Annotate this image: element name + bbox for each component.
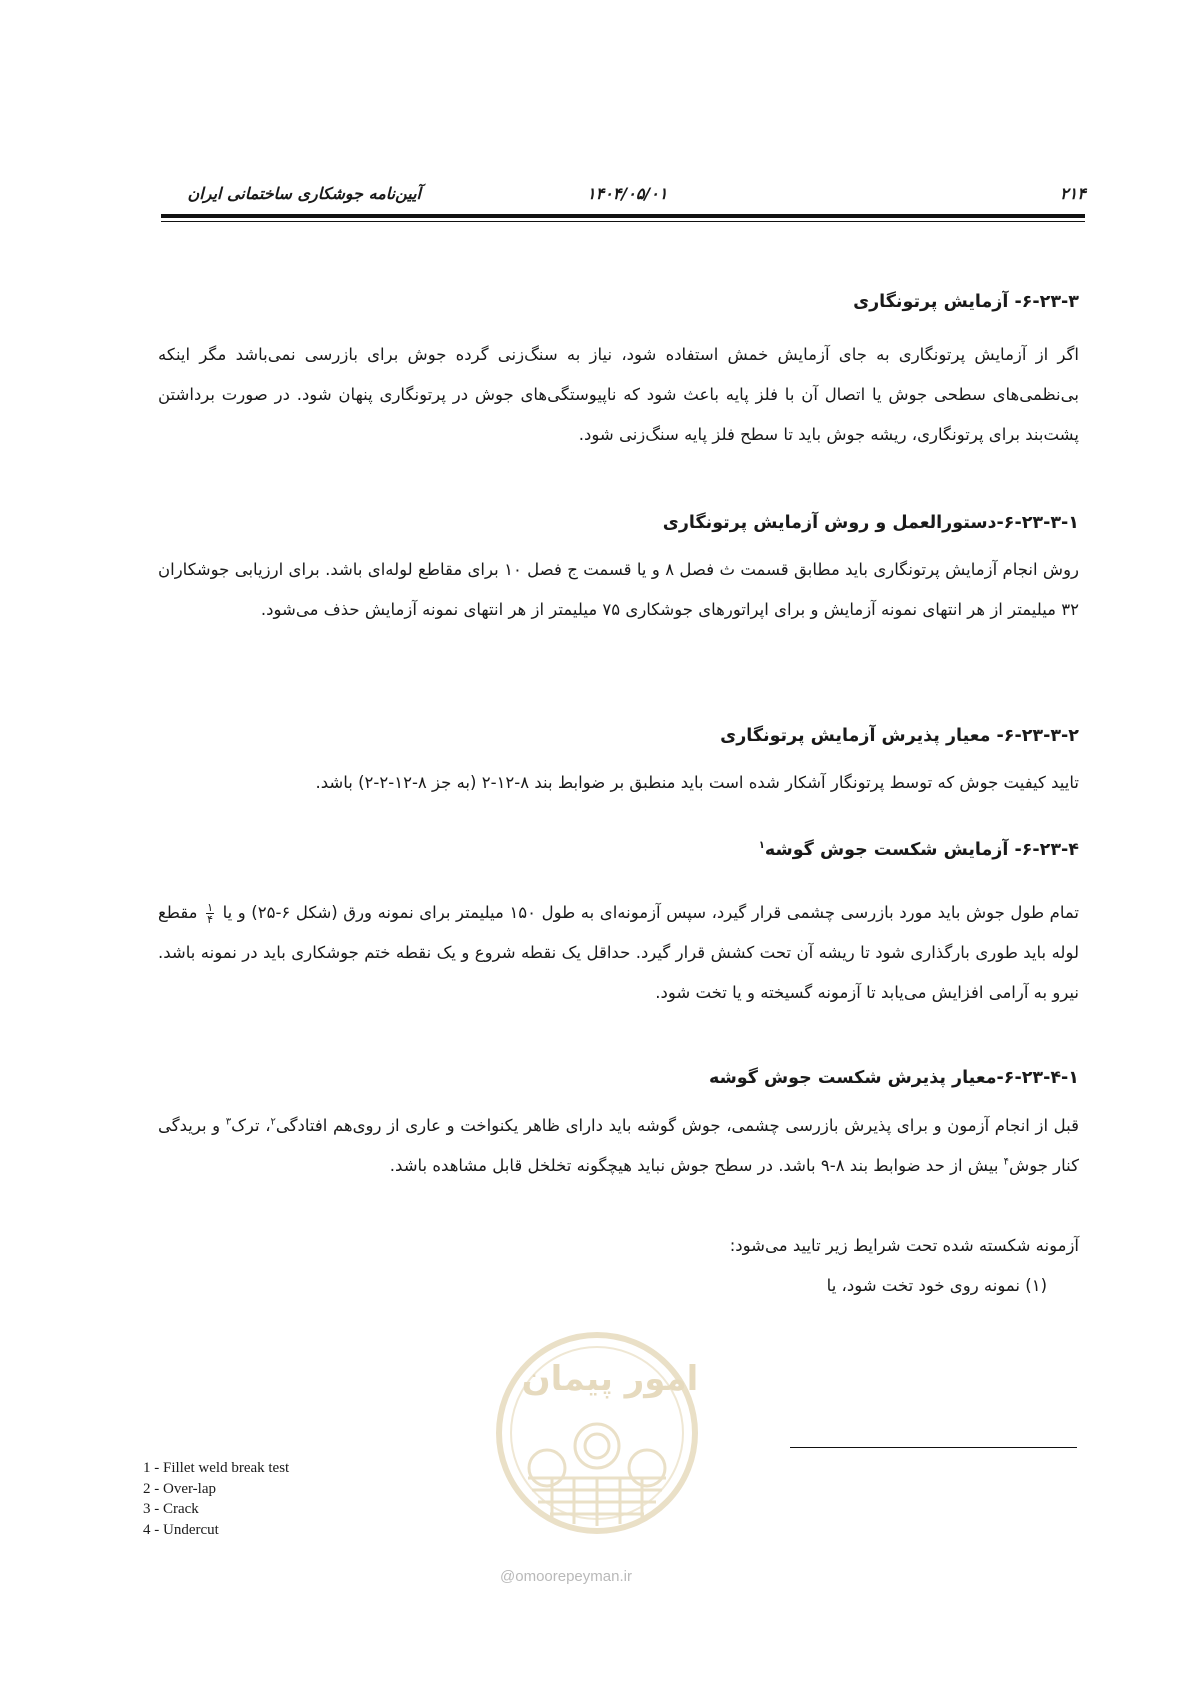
section-heading <box>158 835 1079 865</box>
running-header-date: ۱۴۰۴/۰۵/۰۱ <box>587 184 668 203</box>
header-rule-thin <box>161 221 1085 222</box>
paragraph-text: قبل از انجام آزمون و برای پذیرش بازرسی چشمی، جوش گوشه باید دارای ظاهر یکنواخت و عاری از روی‌هم افتادگی <box>275 1116 1079 1135</box>
running-header-title: آیین‌نامه جوشکاری ساختمانی ایران <box>187 184 421 203</box>
paragraph-text: و بریدگی کنار جوش <box>158 1116 1079 1175</box>
page-number: ۲۱۴ <box>1060 184 1086 203</box>
paragraph-text: تمام طول جوش باید مورد بازرسی چشمی قرار گیرد، سپس آزمونه‌ای به طول ۱۵۰ میلیمتر برای نمونه ورق (شکل ۶-۲۵) و یا <box>222 903 1080 922</box>
paragraph: آزمونه شکسته شده تحت شرایط زیر تایید می‌شود: <box>729 1236 1079 1255</box>
header-rule-thick <box>161 214 1085 218</box>
footnote: 4 - Undercut <box>143 1521 219 1538</box>
section-heading: ۶-۲۳-۳-۲- معیار پذیرش آزمایش پرتونگاری <box>720 726 1079 746</box>
footnote: 2 - Over-lap <box>143 1480 217 1497</box>
footnote: 1 - Fillet weld break test <box>143 1460 290 1476</box>
watermark-url: @omoorepeyman.ir <box>500 1568 632 1585</box>
paragraph: اگر از آزمایش پرتونگاری به جای آزمایش خمش استفاده شود، نیاز به سنگ‌زنی گرده جوش برای بازرسی نمی‌باشد مگر اینکه بی‌نظمی‌های سطحی جوش یا اتصال آن با فلز پایه باعث شود که ناپیوستگی‌های جوش در پرتونگاری پنهان شود. در صورت برداشتن پشت‌بند برای پرتونگاری، ریشه جوش باید تا سطح فلز پایه سنگ‌زنی شود. <box>158 345 1079 444</box>
footnotes <box>143 1458 289 1540</box>
footnote-ref: ۳ <box>225 1116 232 1128</box>
footnote-separator <box>790 1447 1077 1448</box>
section-heading: ۶-۲۳-۳-۱-دستورالعمل و روش آزمایش پرتونگاری <box>662 513 1079 533</box>
section-heading-text: ۶-۲۳-۴- آزمایش شکست جوش گوشه <box>764 840 1079 860</box>
paragraph-text: بیش از حد ضوابط بند ۸-۹ باشد. در سطح جوش نباید هیچگونه تخلخل قابل مشاهده باشد. <box>389 1156 1004 1175</box>
footnote: 3 - Crack <box>143 1501 199 1517</box>
paragraph <box>158 1106 1079 1186</box>
paragraph <box>158 893 1079 1013</box>
section-heading: ۶-۲۳-۴-۱-معیار پذیرش شکست جوش گوشه <box>708 1068 1079 1088</box>
watermark-logo-text: امور پیمان <box>521 1359 699 1399</box>
section-heading: ۶-۲۳-۳- آزمایش پرتونگاری <box>853 292 1079 312</box>
watermark-logo <box>492 1328 702 1558</box>
list-item: (۱) نمونه روی خود تخت شود، یا <box>826 1276 1047 1295</box>
paragraph: تایید کیفیت جوش که توسط پرتونگار آشکار شده است باید منطبق بر ضوابط بند ۸-۱۲-۲ (به جز ۸-۱۲-۲-۲) باشد. <box>315 773 1079 792</box>
fraction-numerator: ۱ <box>207 901 213 914</box>
paragraph: روش انجام آزمایش پرتونگاری باید مطابق قسمت ث فصل ۸ و یا قسمت ج فصل ۱۰ برای مقاطع لوله‌ای باشد. برای ارزیابی جوشکاران ۳۲ میلیمتر از هر انتهای نمونه آزمایش و برای اپراتورهای جوشکاری ۷۵ میلیمتر از هر انتهای نمونه آزمایش حذف می‌شود. <box>158 560 1080 619</box>
paragraph-text: ، ترک <box>231 1116 271 1135</box>
footnote-ref: ۴ <box>1003 1156 1010 1168</box>
fraction-denominator: ۴ <box>207 913 213 926</box>
paragraph-text: مقطع لوله باید طوری بارگذاری شود تا ریشه آن تحت کشش قرار گیرد. حداقل یک نقطه شروع و یک نقطه ختم جوشکاری باید در نمونه باشد. نیرو به آرامی افزایش می‌یابد تا آزمونه گسیخته و یا تخت شود. <box>158 903 1079 1002</box>
fraction <box>206 902 214 925</box>
footnote-ref: ۱ <box>758 840 765 852</box>
footnote-ref: ۲ <box>270 1116 276 1128</box>
